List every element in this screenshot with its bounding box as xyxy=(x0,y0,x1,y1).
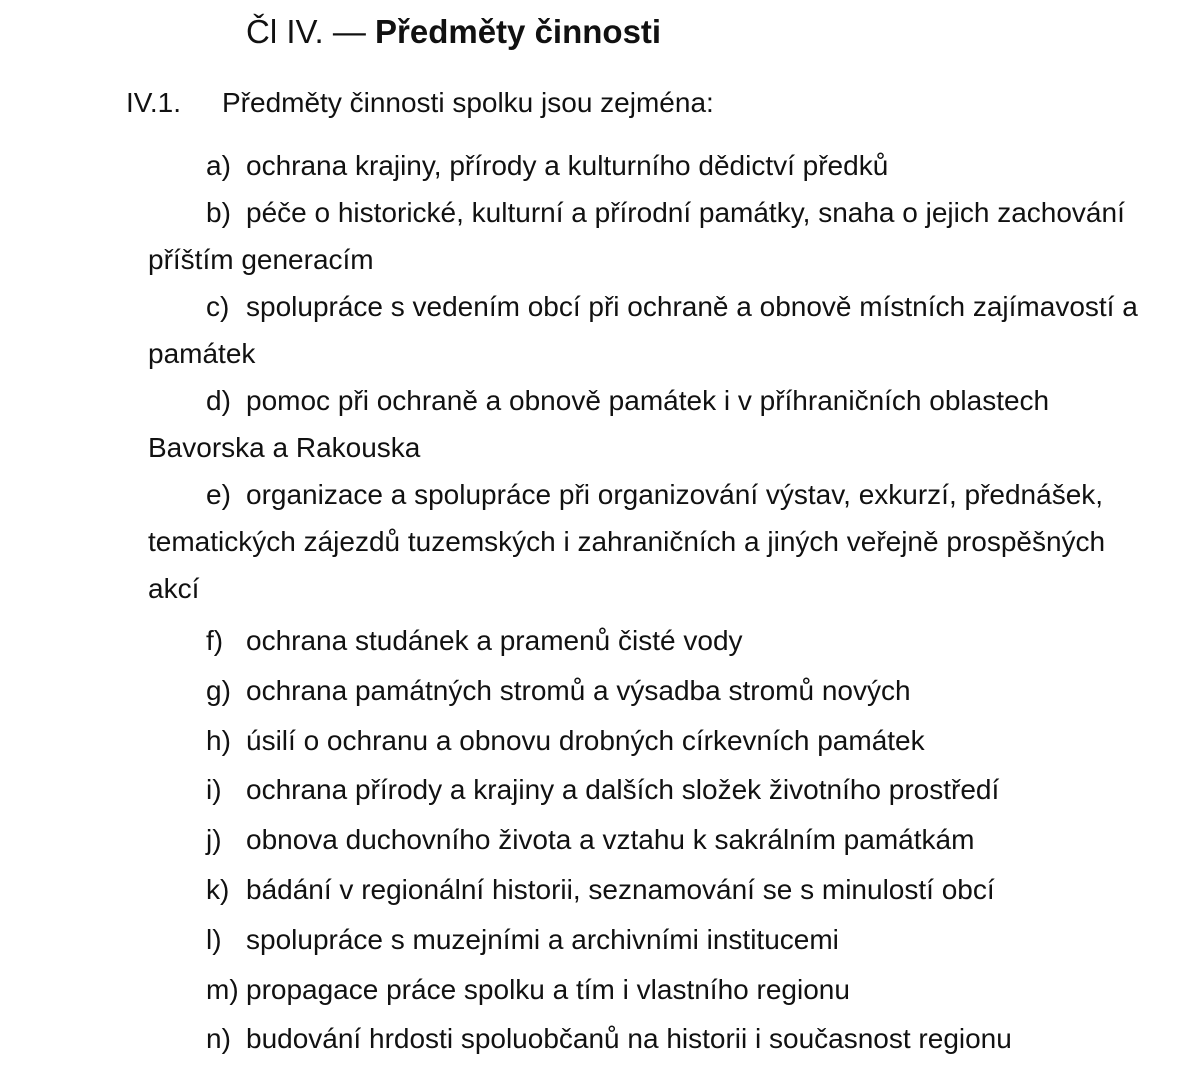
list-item xyxy=(148,616,1148,666)
list-item-text: bádání v regionální historii, seznamování se s minulostí obcí xyxy=(246,873,995,905)
list-item xyxy=(148,865,1148,915)
list-item xyxy=(148,142,1148,189)
list-item-marker: i) xyxy=(206,774,222,806)
list-item-marker: d) xyxy=(206,385,231,416)
list-item-marker: g) xyxy=(206,674,231,706)
list-item-text: propagace práce spolku a tím i vlastního regionu xyxy=(246,973,850,1005)
section-intro xyxy=(126,84,714,122)
list-item xyxy=(148,283,1148,377)
activity-list xyxy=(148,142,1148,1064)
list-item-text: organizace a spolupráce při organizování výstav, exkurzí, přednášek, tematických zájezdů tuzemských i zahraničních a jiných veřejně prospěšných akcí xyxy=(148,479,1106,604)
list-item xyxy=(148,1014,1148,1064)
list-item xyxy=(148,765,1148,815)
list-item-text: pomoc při ochraně a obnově památek i v příhraničních oblastech Bavorska a Rakouska xyxy=(148,385,1050,463)
list-item-marker: b) xyxy=(206,197,231,228)
section-text: Předměty činnosti spolku jsou zejména: xyxy=(222,87,714,118)
list-item xyxy=(148,666,1148,716)
list-item-marker: k) xyxy=(206,873,230,905)
list-item-marker: c) xyxy=(206,291,230,322)
list-item-marker: a) xyxy=(206,150,231,181)
list-item xyxy=(148,189,1148,283)
list-item-marker: j) xyxy=(206,824,222,856)
list-item-marker: m) xyxy=(206,973,239,1005)
list-item-text: budování hrdosti spoluobčanů na historii i současnost regionu xyxy=(246,1023,1012,1055)
list-item-text: spolupráce s vedením obcí při ochraně a obnově místních zajímavostí a památek xyxy=(148,291,1138,369)
list-item-text: ochrana památných stromů a výsadba stromů nových xyxy=(246,674,911,706)
list-item-marker: n) xyxy=(206,1023,231,1055)
list-item xyxy=(148,471,1148,612)
article-number: Čl IV. — xyxy=(246,13,375,50)
list-item-text: ochrana studánek a pramenů čisté vody xyxy=(246,625,743,656)
list-item xyxy=(148,815,1148,865)
list-item-marker: f) xyxy=(206,625,224,656)
list-item-text: péče o historické, kulturní a přírodní památky, snaha o jejich zachování příštím generacím xyxy=(148,197,1125,275)
list-item-marker: l) xyxy=(206,923,222,955)
list-item xyxy=(148,716,1148,766)
article-title: Předměty činnosti xyxy=(375,13,662,50)
list-item-text: spolupráce s muzejními a archivními institucemi xyxy=(246,923,839,955)
article-heading xyxy=(246,10,661,54)
section-number: IV.1. xyxy=(126,87,182,118)
list-item-text: ochrana krajiny, přírody a kulturního dědictví předků xyxy=(246,150,889,181)
list-item-marker: h) xyxy=(206,724,231,756)
list-item xyxy=(148,965,1148,1015)
list-item-marker: e) xyxy=(206,479,231,510)
list-item xyxy=(148,915,1148,965)
list-item-text: ochrana přírody a krajiny a dalších složek životního prostředí xyxy=(246,774,1000,806)
list-item-text: úsilí o ochranu a obnovu drobných církevních památek xyxy=(246,724,925,756)
list-item xyxy=(148,377,1148,471)
list-item-text: obnova duchovního života a vztahu k sakrálním památkám xyxy=(246,824,975,856)
